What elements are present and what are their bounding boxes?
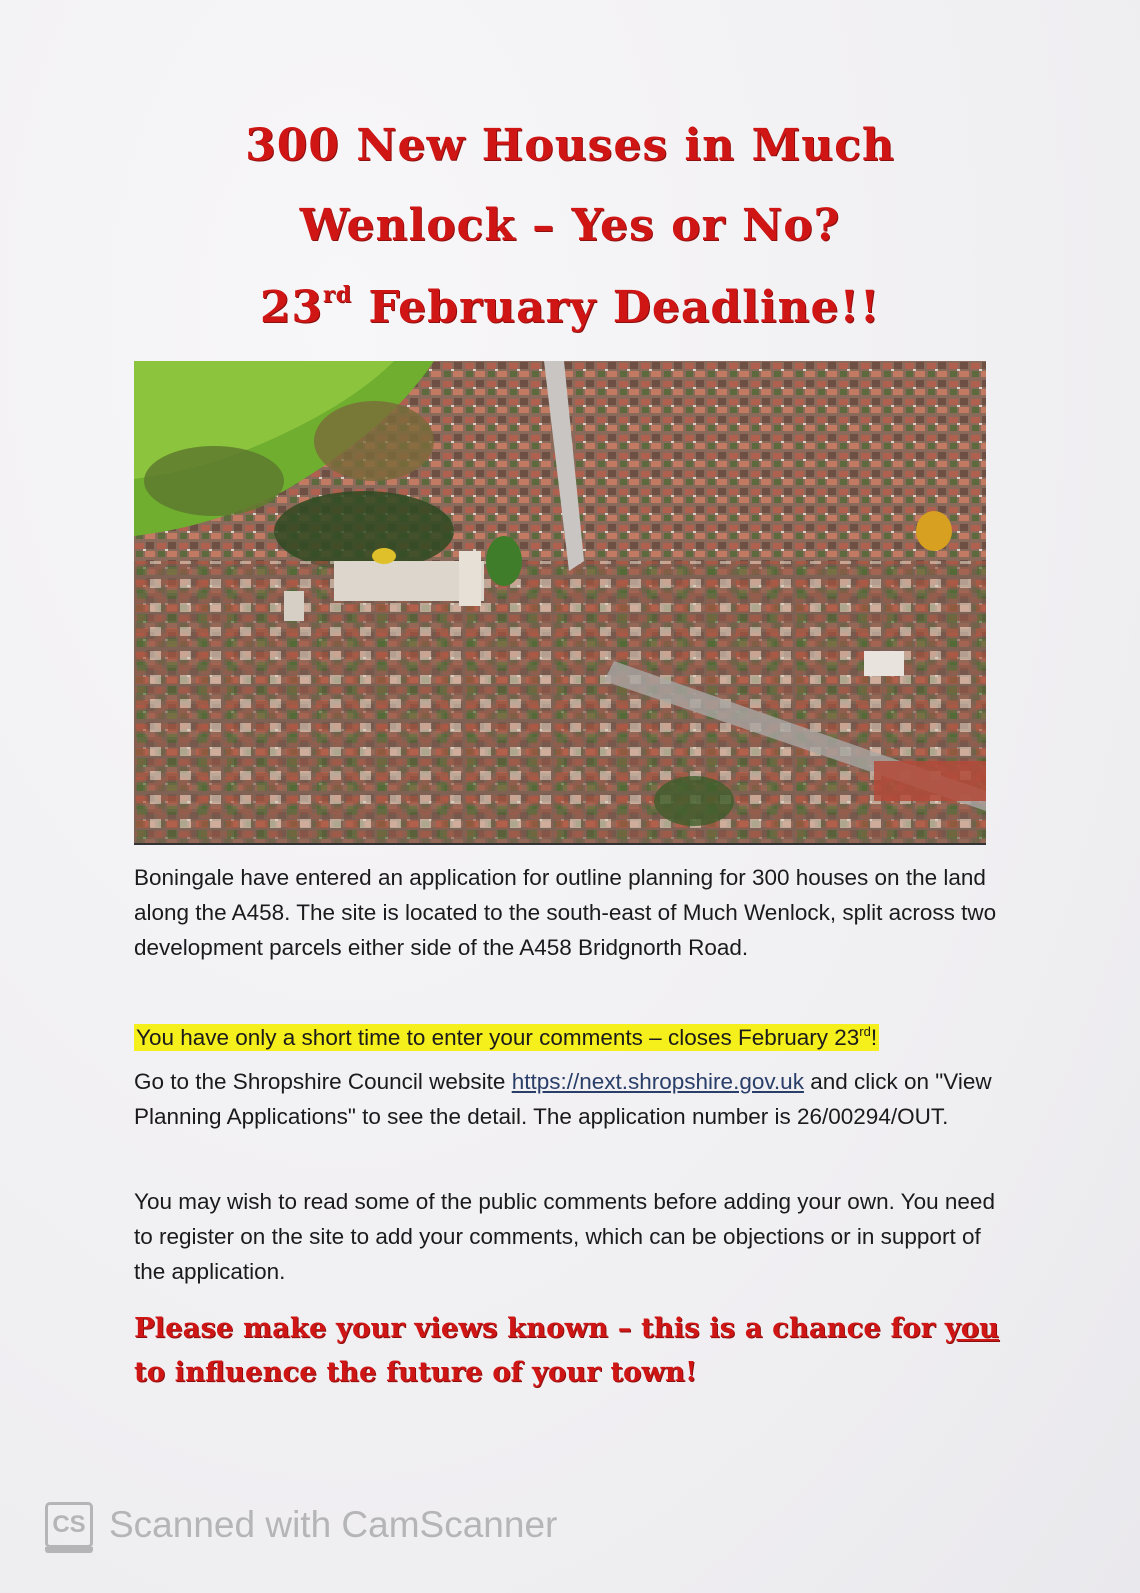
cta-emphasis: you (944, 1312, 1000, 1344)
deadline-notice (134, 1014, 1004, 1055)
headline-line-2: Wenlock – Yes or No? (299, 200, 841, 251)
camscanner-logo-icon: CS (45, 1502, 93, 1548)
headline-line-1: 300 New Houses in Much (245, 120, 895, 171)
shropshire-council-link[interactable]: https://next.shropshire.gov.uk (511, 1069, 804, 1094)
watermark-text: Scanned with CamScanner (109, 1504, 558, 1545)
deadline-notice-suffix: rd (859, 1024, 871, 1039)
deadline-notice-end: ! (870, 1025, 878, 1050)
deadline-day: 23 (259, 282, 324, 333)
call-to-action (134, 1306, 1014, 1394)
deadline-notice-text: You have only a short time to enter your comments – closes February 23 (136, 1025, 860, 1050)
aerial-town-photo (134, 361, 986, 845)
headline-line-3 (0, 282, 1140, 333)
website-instructions-pre: Go to the Shropshire Council website (134, 1069, 512, 1094)
camscanner-watermark (45, 1502, 557, 1548)
cta-part-2: to influence the future of your town! (134, 1356, 698, 1388)
deadline-text: February Deadline!! (352, 282, 881, 333)
website-instructions (134, 1064, 1004, 1134)
highlighted-deadline (134, 1024, 879, 1051)
cta-part-1: Please make your views known – this is a chance for (134, 1312, 945, 1344)
application-summary: Boningale have entered an application for outline planning for 300 houses on the land along the A458. The site is located to the south-east of Much Wenlock, split across two development parcels either side of the A458 Bridgnorth Road. (134, 865, 997, 960)
deadline-day-suffix: rd (323, 282, 353, 308)
registration-info: You may wish to read some of the public comments before adding your own. You need to register on the site to add your comments, which can be objections or in support of the application. (134, 1189, 995, 1284)
website-instructions-post: and click on "View Planning Applications" to see the detail. The application number is 26/00294/OUT. (134, 1069, 992, 1129)
